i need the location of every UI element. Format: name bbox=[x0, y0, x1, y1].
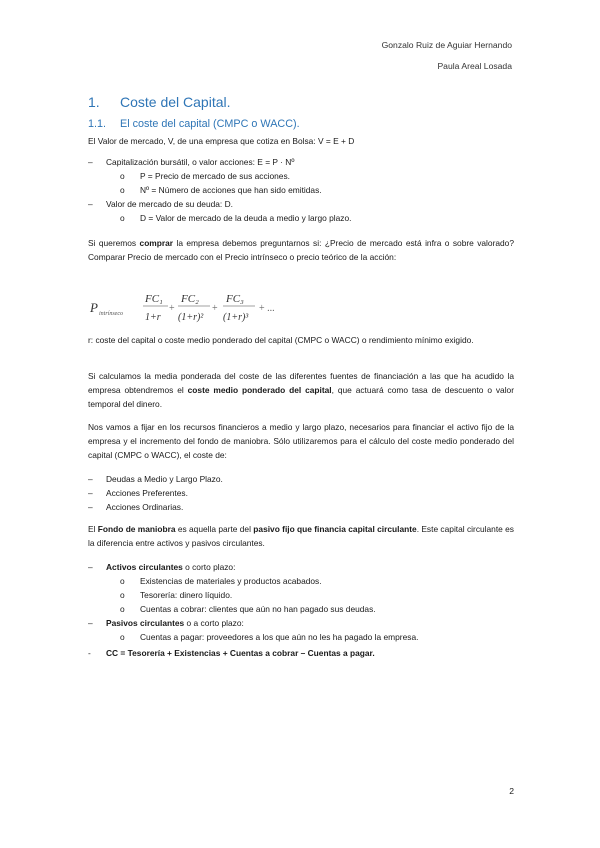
list-marker: - bbox=[88, 648, 91, 658]
list-item-text: P = Precio de mercado de sus acciones. bbox=[140, 171, 290, 181]
formula-denominator: (1+r)² bbox=[178, 312, 204, 323]
list-item bbox=[120, 602, 376, 616]
list-item-text: Acciones Ordinarias. bbox=[106, 502, 184, 512]
list-item-text: Nº = Número de acciones que han sido emitidas. bbox=[140, 185, 322, 195]
list-item bbox=[120, 574, 322, 588]
list-marker: o bbox=[120, 590, 125, 600]
list-item-text: Tesorería: dinero líquido. bbox=[140, 590, 233, 600]
list-item bbox=[88, 197, 233, 211]
list-marker: o bbox=[120, 632, 125, 642]
list-item bbox=[88, 486, 188, 500]
working-capital-paragraph bbox=[88, 522, 514, 550]
formula-numerator: FC₁ bbox=[145, 293, 163, 305]
list-item-text: Deudas a Medio y Largo Plazo. bbox=[106, 474, 223, 484]
list-item bbox=[120, 183, 322, 197]
header-author-2: Paula Areal Losada bbox=[437, 61, 512, 71]
list-marker: – bbox=[88, 474, 93, 484]
text-run: la empresa debemos preguntarnos si: ¿Precio de mercado está infra o sobre valorado? Comparar Precio de mercado con el Precio intrínseco o precio teórico de la acción: bbox=[88, 238, 514, 263]
page-number: 2 bbox=[509, 786, 514, 796]
r-definition-paragraph: r: coste del capital o coste medio ponderado del capital (CMPC o WACC) o rendimiento mínimo exigido. bbox=[88, 335, 474, 345]
list-item bbox=[88, 472, 223, 486]
list-item bbox=[88, 155, 294, 169]
header-author-1: Gonzalo Ruiz de Aguiar Hernando bbox=[381, 40, 512, 50]
list-marker: o bbox=[120, 171, 125, 181]
list-marker: – bbox=[88, 502, 93, 512]
text-run: . Este capital circulante es la diferencia entre activos y pasivos circulantes. bbox=[88, 524, 514, 549]
formula-plus: + bbox=[212, 303, 218, 314]
text-run: , que actuará como tasa de descuento o valor temporal del dinero. bbox=[88, 385, 515, 410]
list-marker: o bbox=[120, 185, 125, 195]
list-marker: – bbox=[88, 562, 93, 572]
text-run: Si queremos bbox=[88, 238, 140, 248]
bold-text: pasivo fijo que financia capital circulante bbox=[253, 524, 417, 534]
formula-ellipsis: + ... bbox=[259, 303, 275, 314]
list-marker: o bbox=[120, 213, 125, 223]
list-marker: o bbox=[120, 576, 125, 586]
heading-2-title: El coste del capital (CMPC o WACC). bbox=[120, 118, 300, 130]
list-item bbox=[120, 588, 232, 602]
text-run: o a corto plazo: bbox=[184, 618, 244, 628]
list-item-text: Cuentas a cobrar: clientes que aún no han pagado sus deudas. bbox=[140, 604, 376, 614]
list-item bbox=[120, 211, 351, 225]
formula-denominator: (1+r)³ bbox=[223, 312, 249, 323]
formula-subscript: intrínseco bbox=[99, 311, 123, 317]
bold-text: comprar bbox=[139, 238, 174, 248]
bold-text: Activos circulantes bbox=[106, 562, 183, 572]
text-run: El bbox=[88, 524, 98, 534]
list-item-text: Capitalización bursátil, o valor acciones: E = P · Nº bbox=[106, 157, 295, 167]
list-item bbox=[88, 560, 235, 574]
list-item-text: Cuentas a pagar: proveedores a los que aún no les ha pagado la empresa. bbox=[140, 632, 419, 642]
list-marker: – bbox=[88, 488, 93, 498]
bold-text: coste medio ponderado del capital bbox=[187, 385, 332, 396]
intro-paragraph: El Valor de mercado, V, de una empresa que cotiza en Bolsa: V = E + D bbox=[88, 136, 355, 146]
intrinsic-price-formula bbox=[88, 286, 288, 326]
list-item-text: D = Valor de mercado de la deuda a medio y largo plazo. bbox=[140, 213, 352, 223]
heading-1-number: 1. bbox=[88, 94, 100, 110]
text-run: Si calculamos la media ponderada del coste de las diferentes fuentes de financiación a las que ha acudido la empresa obtendremos el bbox=[88, 371, 514, 396]
working-capital-formula bbox=[88, 646, 375, 660]
list-item bbox=[88, 616, 244, 630]
list-item-text: Valor de mercado de su deuda: D. bbox=[106, 199, 233, 209]
list-item-text: Acciones Preferentes. bbox=[106, 488, 188, 498]
formula-numerator: FC₂ bbox=[181, 293, 199, 305]
formula-plus: + bbox=[169, 303, 175, 314]
heading-1-title: Coste del Capital. bbox=[120, 94, 231, 110]
text-run: es aquella parte del bbox=[175, 524, 254, 534]
weighted-average-paragraph bbox=[88, 369, 514, 412]
formula-denominator: 1+r bbox=[145, 312, 161, 323]
formula-text: CC = Tesorería + Existencias + Cuentas a cobrar – Cuentas a pagar. bbox=[106, 648, 375, 658]
heading-2 bbox=[88, 118, 300, 130]
bold-text: Fondo de maniobra bbox=[97, 524, 176, 534]
list-item bbox=[120, 169, 290, 183]
list-marker: – bbox=[88, 618, 93, 628]
list-item bbox=[88, 500, 183, 514]
list-item bbox=[120, 630, 418, 644]
buy-paragraph bbox=[88, 236, 514, 264]
list-marker: o bbox=[120, 604, 125, 614]
formula-numerator: FC₃ bbox=[226, 293, 244, 305]
text-run: o corto plazo: bbox=[182, 562, 236, 572]
list-marker: – bbox=[88, 199, 93, 209]
list-item-text: Existencias de materiales y productos acabados. bbox=[140, 576, 322, 586]
list-marker: – bbox=[88, 157, 93, 167]
bold-text: Pasivos circulantes bbox=[106, 618, 185, 628]
heading-2-number: 1.1. bbox=[88, 118, 107, 130]
financing-paragraph: Nos vamos a fijar en los recursos financieros a medio y largo plazo, necesarios para financiar el activo fijo de la empresa y el incremento del fondo de maniobra. Sólo utilizaremos para el cálculo del coste medio ponderado del capital (CMPC o WACC), el coste de: bbox=[88, 422, 514, 461]
formula-lhs: P bbox=[90, 300, 98, 315]
heading-1 bbox=[88, 94, 231, 110]
